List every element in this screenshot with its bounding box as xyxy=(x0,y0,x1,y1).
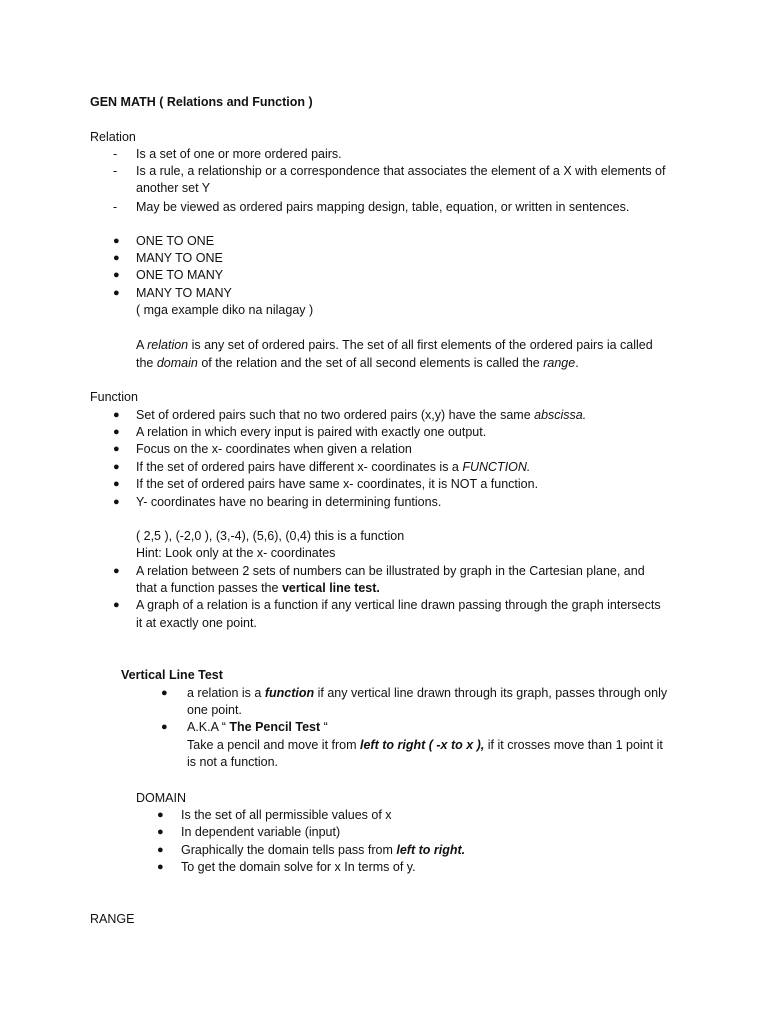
term-function: function xyxy=(264,686,315,700)
text: “ xyxy=(320,720,328,734)
list-item: In dependent variable (input) xyxy=(181,825,341,839)
bullet-icon: ● xyxy=(113,409,120,421)
list-item: ONE TO MANY xyxy=(136,268,224,282)
bullet-icon: ● xyxy=(113,252,120,264)
text: If the set of ordered pairs have different x- coordinates is a xyxy=(136,460,463,474)
list-item: A relation between 2 sets of numbers can be illustrated by graph in the Cartesian plane, and xyxy=(136,564,645,578)
bullet-icon: ● xyxy=(113,599,120,611)
list-item-continuation xyxy=(136,580,380,597)
relation-heading: Relation xyxy=(90,130,136,144)
text: a relation is a xyxy=(187,686,265,700)
bullet-icon: ● xyxy=(157,809,164,821)
term-left-to-right: left to right ( -x to x ), xyxy=(360,738,485,752)
list-item: MANY TO MANY xyxy=(136,286,232,300)
function-heading: Function xyxy=(90,390,138,404)
bullet-icon: ● xyxy=(113,235,120,247)
list-item xyxy=(187,685,667,702)
bullet-icon: ● xyxy=(113,496,120,508)
dash-marker: - xyxy=(113,200,118,214)
term-abscissa: abscissa. xyxy=(534,408,587,422)
bullet-icon: ● xyxy=(157,826,164,838)
text: of the relation and the set of all second elements is called the xyxy=(197,356,544,370)
bullet-icon: ● xyxy=(157,861,164,873)
list-item-continuation: it at exactly one point. xyxy=(136,616,257,630)
list-item: Is the set of all permissible values of x xyxy=(181,808,392,822)
bullet-icon: ● xyxy=(113,287,120,299)
bullet-icon: ● xyxy=(161,687,168,699)
dash-marker: - xyxy=(113,147,118,161)
term-range: range xyxy=(543,356,576,370)
list-item-continuation: is not a function. xyxy=(187,755,279,769)
list-item-continuation xyxy=(187,737,663,754)
text: . xyxy=(575,356,579,370)
bullet-icon: ● xyxy=(113,478,120,490)
text: that a function passes the xyxy=(136,581,282,595)
list-item xyxy=(181,842,465,859)
list-item: ONE TO ONE xyxy=(136,234,215,248)
list-item xyxy=(187,719,328,736)
list-item-continuation: another set Y xyxy=(136,181,211,195)
bullet-icon: ● xyxy=(161,721,168,733)
list-item: Is a set of one or more ordered pairs. xyxy=(136,147,342,161)
bullet-icon: ● xyxy=(113,426,120,438)
list-item: A graph of a relation is a function if any vertical line drawn passing through the graph intersects xyxy=(136,598,661,612)
list-item-continuation: one point. xyxy=(187,703,242,717)
term-relation: relation xyxy=(147,338,189,352)
list-item: To get the domain solve for x In terms of y. xyxy=(181,860,416,874)
list-item: Is a rule, a relationship or a correspondence that associates the element of a X with elements of xyxy=(136,164,666,178)
text: if any vertical line drawn through its graph, passes through only xyxy=(314,686,668,700)
text: if it crosses move than 1 point it xyxy=(484,738,663,752)
text: Set of ordered pairs such that no two ordered pairs (x,y) have the same xyxy=(136,408,535,422)
document-title: GEN MATH ( Relations and Function ) xyxy=(90,95,313,109)
text: is any set of ordered pairs. The set of all first elements of the ordered pairs ia called xyxy=(188,338,653,352)
text: A.K.A “ xyxy=(187,720,230,734)
list-item: If the set of ordered pairs have same x- coordinates, it is NOT a function. xyxy=(136,477,539,491)
bullet-icon: ● xyxy=(113,461,120,473)
types-note: ( mga example diko na nilagay ) xyxy=(136,303,314,317)
text: Take a pencil and move it from xyxy=(187,738,360,752)
relation-definition-line-1 xyxy=(136,337,653,354)
function-hint: Hint: Look only at the x- coordinates xyxy=(136,546,336,560)
term-left-to-right: left to right. xyxy=(396,843,466,857)
term-vertical-line-test: vertical line test. xyxy=(281,581,380,595)
text: the xyxy=(136,356,157,370)
range-heading: RANGE xyxy=(90,912,135,926)
bullet-icon: ● xyxy=(113,565,120,577)
vertical-line-test-heading: Vertical Line Test xyxy=(121,668,223,682)
term-function: FUNCTION. xyxy=(462,460,531,474)
text: Graphically the domain tells pass from xyxy=(181,843,397,857)
term-pencil-test: The Pencil Test xyxy=(229,720,321,734)
text: A xyxy=(136,338,148,352)
bullet-icon: ● xyxy=(113,269,120,281)
relation-definition-line-2 xyxy=(136,355,579,372)
list-item: Focus on the x- coordinates when given a relation xyxy=(136,442,412,456)
list-item xyxy=(136,407,586,424)
bullet-icon: ● xyxy=(157,844,164,856)
list-item: MANY TO ONE xyxy=(136,251,223,265)
dash-marker: - xyxy=(113,164,118,178)
function-example: ( 2,5 ), (-2,0 ), (3,-4), (5,6), (0,4) this is a function xyxy=(136,529,405,543)
bullet-icon: ● xyxy=(113,443,120,455)
list-item xyxy=(136,459,530,476)
term-domain: domain xyxy=(156,356,198,370)
list-item: A relation in which every input is paired with exactly one output. xyxy=(136,425,487,439)
domain-heading: DOMAIN xyxy=(136,791,186,805)
list-item: Y- coordinates have no bearing in determining funtions. xyxy=(136,495,442,509)
list-item: May be viewed as ordered pairs mapping design, table, equation, or written in sentences. xyxy=(136,200,630,214)
